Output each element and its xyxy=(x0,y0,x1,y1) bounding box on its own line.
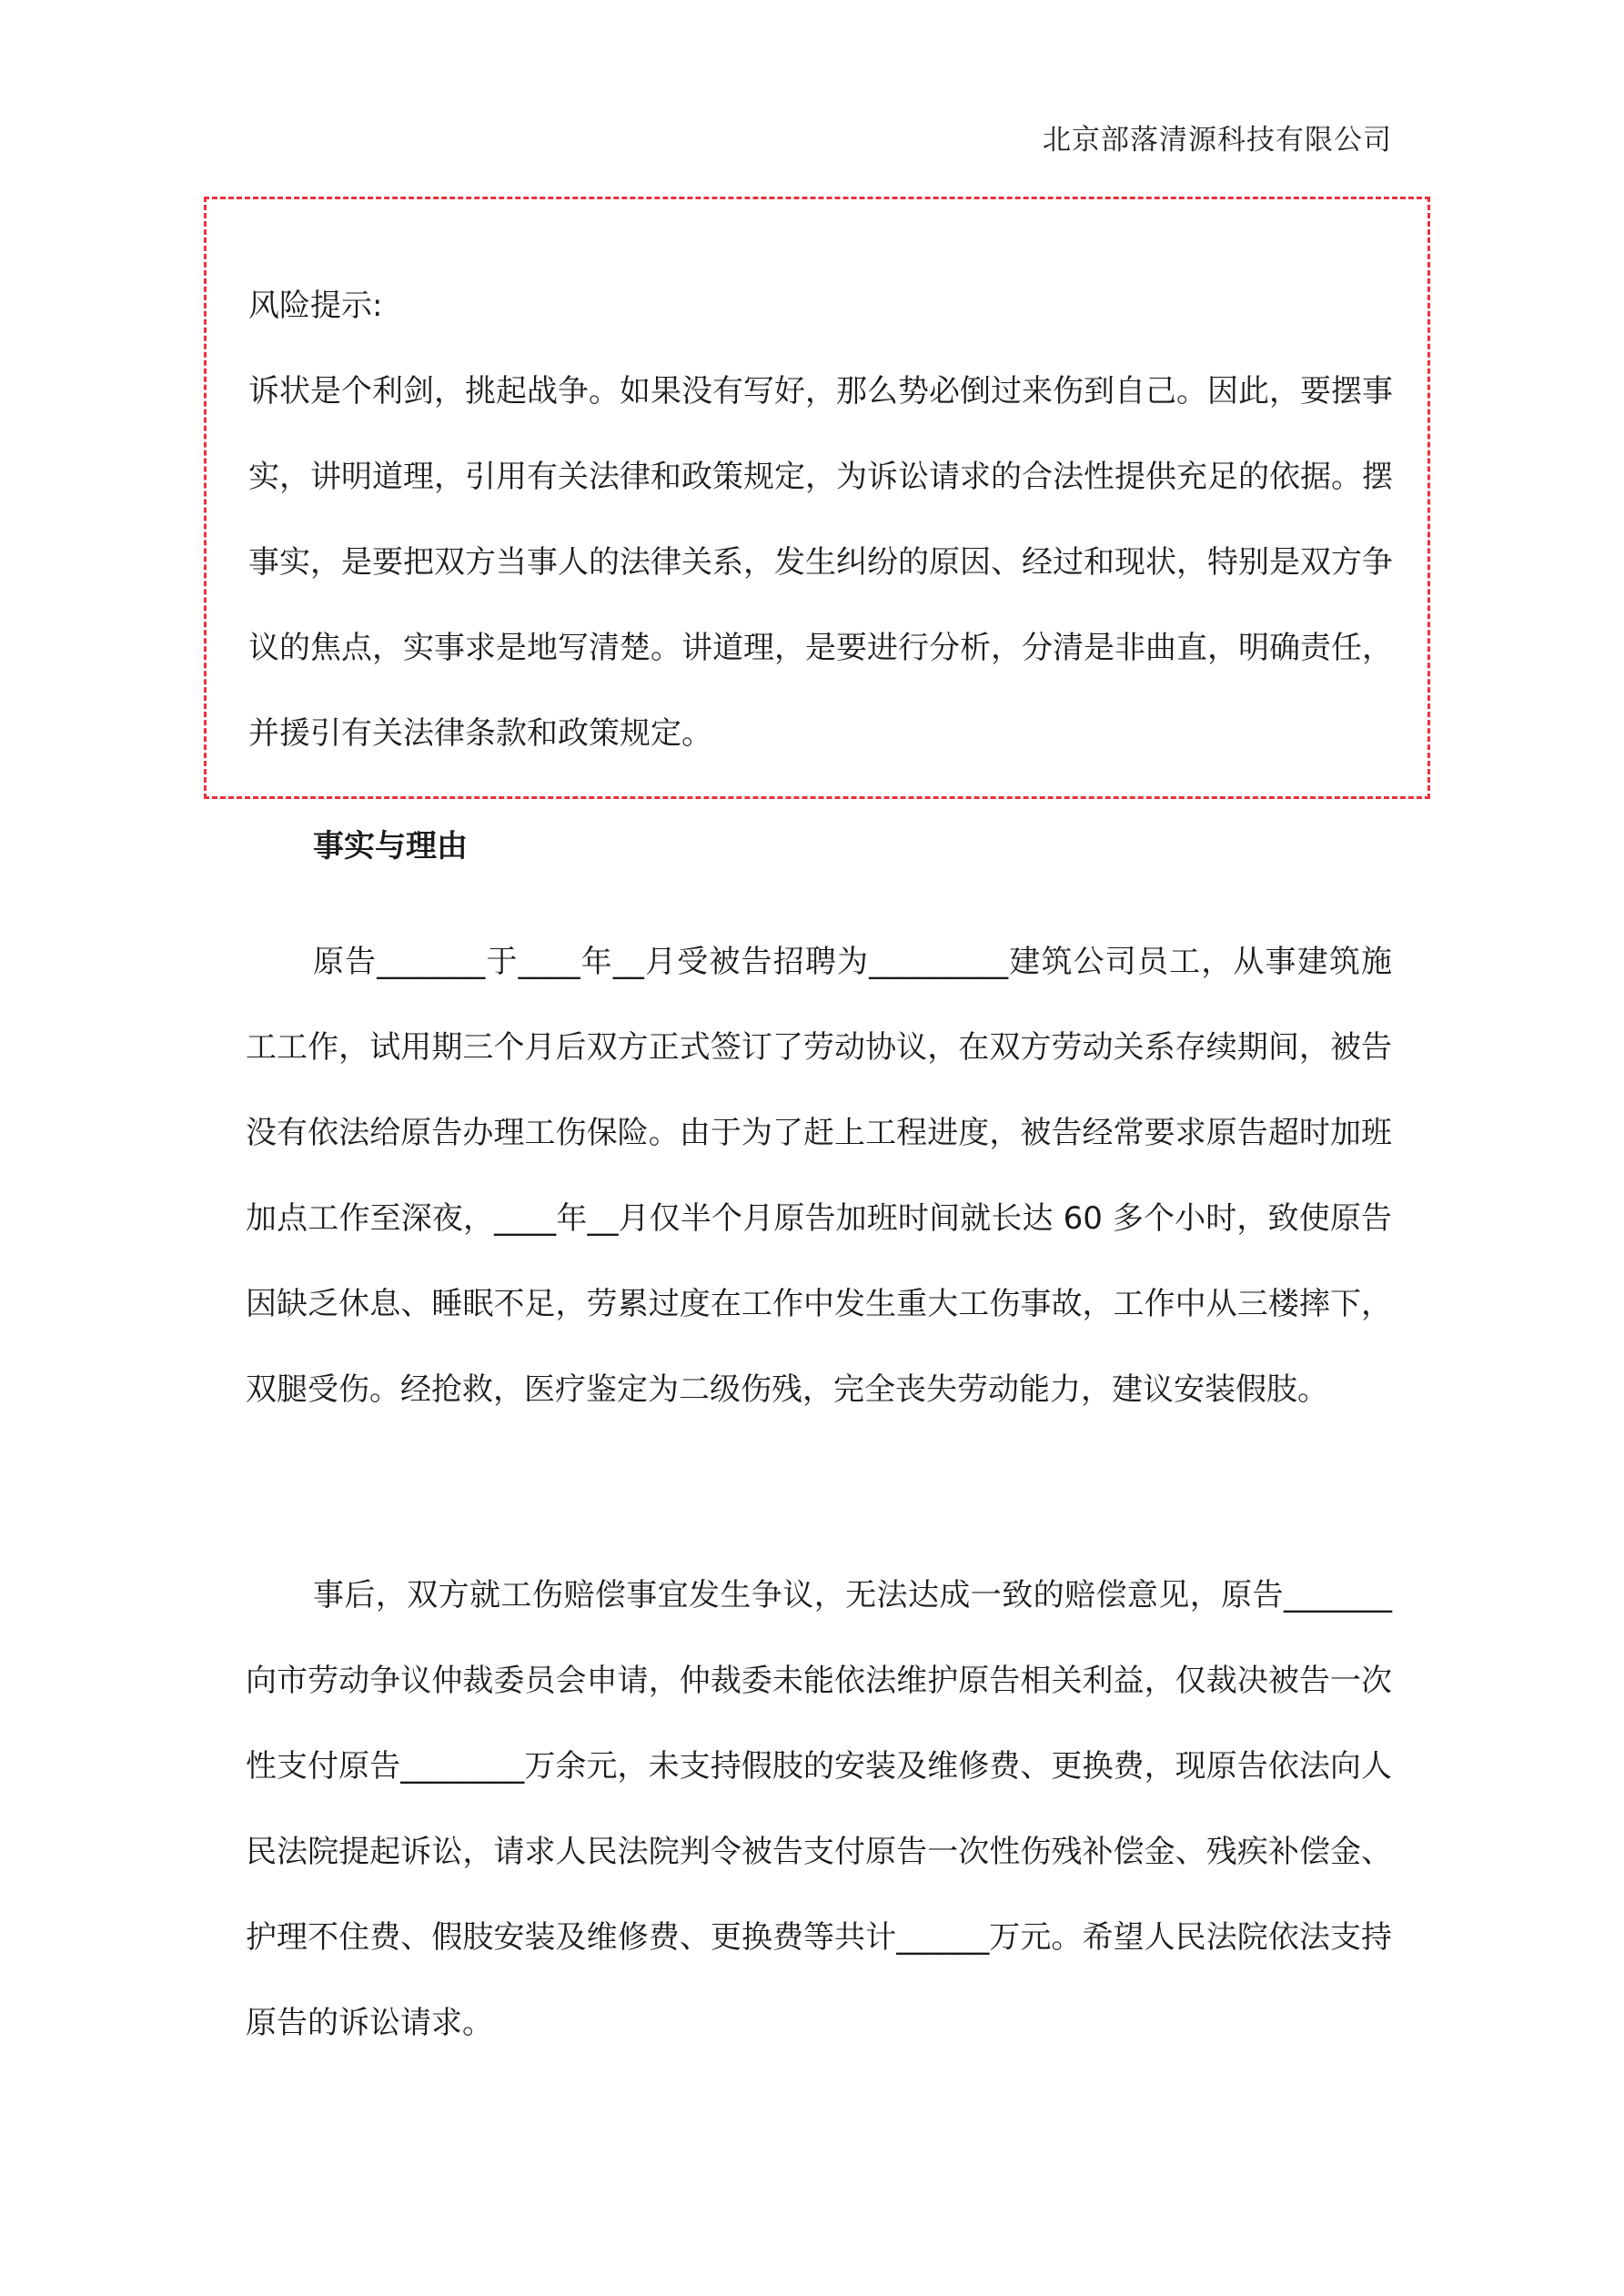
risk-notice-title: 风险提示: xyxy=(248,288,383,324)
section-title: 事实与理由 xyxy=(313,828,468,865)
header-company-name: 北京部落清源科技有限公司 xyxy=(1043,124,1392,157)
risk-notice-box xyxy=(204,197,1430,799)
body-paragraph-1: 原告_______于____年__月受被告招聘为_________建筑公司员工，从事建筑施工工作，试用期三个月后双方正式签订了劳动协议，在双方劳动关系存续期间，被告没有依法给原告办理工伤保险。由于为了赶上工程进度，被告经常要求原告超时加班加点工作至深夜，____年__月仅半个月原告加班时间就长达 60 多个小时，致使原告因缺乏休息、睡眠不足，劳累过度在工作中发生重大工伤事故，工作中从三楼摔下，双腿受伤。经抢救，医疗鉴定为二级伤残，完全丧失劳动能力，建议安装假肢。 xyxy=(246,944,1392,1408)
risk-notice-text: 诉状是个利剑，挑起战争。如果没有写好，那么势必倒过来伤到自己。因此，要摆事实，讲明道理，引用有关法律和政策规定，为诉讼请求的合法性提供充足的依据。摆事实，是要把双方当事人的法律关系，发生纠纷的原因、经过和现状，特别是双方争议的焦点，实事求是地写清楚。讲道理，是要进行分析，分清是非曲直，明确责任，并援引有关法律条款和政策规定。 xyxy=(248,373,1393,752)
body-paragraph-2: 事后，双方就工伤赔偿事宜发生争议，无法达成一致的赔偿意见，原告_______向市劳动争议仲裁委员会申请，仲裁委未能依法维护原告相关利益，仅裁决被告一次性支付原告________万余元，未支持假肢的安装及维修费、更换费，现原告依法向人民法院提起诉讼，请求人民法院判令被告支付原告一次性伤残补偿金、残疾补偿金、护理不住费、假肢安装及维修费、更换费等共计______万元。希望人民法院依法支持原告的诉讼请求。 xyxy=(246,1577,1392,2041)
risk-notice-content xyxy=(248,263,1393,776)
